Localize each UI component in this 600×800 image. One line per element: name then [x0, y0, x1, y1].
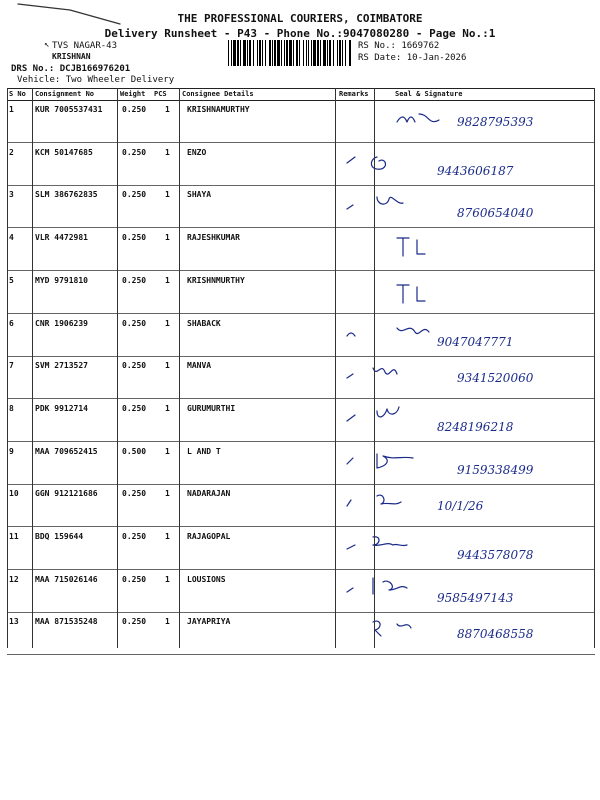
column-divider — [374, 88, 375, 648]
handwritten-phone-number: 8760654040 — [457, 206, 534, 221]
signature-stroke — [347, 407, 399, 421]
cell-pcs: 1 — [165, 233, 170, 243]
table-row — [7, 228, 595, 271]
cell-pcs: 1 — [165, 489, 170, 499]
header-weight: Weight — [120, 90, 146, 98]
signature-stroke — [397, 285, 425, 303]
cell-sno: 4 — [9, 233, 14, 243]
barcode-bar — [281, 40, 282, 66]
table-row — [7, 570, 595, 613]
barcode-bar — [237, 40, 239, 66]
handwritten-phone-number: 9443606187 — [437, 163, 514, 178]
barcode-bar — [253, 40, 254, 66]
cell-consignment-no: SVM 2713527 — [35, 361, 88, 371]
branch-name: TVS NAGAR-43 — [52, 41, 118, 51]
handwritten-signature — [337, 570, 595, 612]
barcode-bar — [323, 40, 326, 66]
barcode-bar — [269, 40, 271, 66]
barcode-bar — [320, 40, 321, 66]
cell-pcs: 1 — [165, 105, 170, 114]
header-seal: Seal & Signature — [395, 90, 463, 98]
handwritten-signature — [337, 442, 595, 484]
cell-consignee: GURUMURTHI — [187, 403, 236, 413]
barcode-bar — [277, 40, 280, 66]
handwritten-phone-number: 9159338499 — [457, 462, 534, 477]
cell-consignee: MANVA — [187, 361, 212, 371]
column-divider — [32, 88, 33, 648]
barcode-bar — [293, 40, 294, 66]
cell-pcs: 1 — [165, 574, 170, 584]
cell-sno: 6 — [9, 318, 14, 328]
cell-consignee: L AND T — [187, 446, 221, 456]
cell-pcs: 1 — [165, 446, 170, 456]
table-row — [7, 484, 595, 527]
handwritten-signature — [337, 271, 595, 313]
signature-stroke — [347, 328, 429, 336]
header-remarks: Remarks — [339, 90, 369, 98]
handwritten-phone-number: 9828795393 — [457, 115, 534, 129]
handwritten-signature — [337, 484, 595, 526]
header-sno: S No — [9, 90, 26, 98]
cell-consignment-no: SLM 386762835 — [35, 190, 98, 200]
cell-weight: 0.250 — [122, 489, 147, 499]
table-row — [7, 100, 595, 143]
barcode-bar — [308, 40, 309, 66]
drs-number: DRS No.: DCJB166976201 — [11, 64, 131, 74]
barcode-bar — [299, 40, 300, 66]
barcode-bar — [339, 40, 341, 66]
signature-stroke — [347, 578, 407, 594]
cell-pcs: 1 — [165, 275, 170, 285]
cell-consignee: SHAYA — [187, 190, 212, 200]
cell-pcs: 1 — [165, 617, 170, 627]
cell-sno: 7 — [9, 361, 14, 371]
barcode-bar — [286, 40, 288, 66]
barcode-bar — [333, 40, 334, 66]
cell-sno: 11 — [9, 532, 19, 541]
cell-consignee: RAJAGOPAL — [187, 532, 231, 541]
signature-stroke — [347, 537, 407, 549]
header-pcs: PCS — [154, 90, 167, 98]
cell-consignment-no: GGN 912121686 — [35, 489, 98, 499]
handwritten-phone-number: 10/1/26 — [437, 499, 484, 514]
cell-consignment-no: CNR 1906239 — [35, 318, 88, 328]
signature-stroke — [373, 621, 411, 636]
cell-weight: 0.250 — [122, 574, 147, 584]
handwritten-signature — [337, 399, 595, 441]
table-row — [7, 399, 595, 442]
cell-sno: 10 — [9, 489, 19, 499]
cell-pcs: 1 — [165, 532, 170, 541]
cell-consignee: SHABACK — [187, 318, 221, 328]
barcode-bar — [231, 40, 232, 66]
cell-pcs: 1 — [165, 403, 170, 413]
barcode-bar — [228, 40, 229, 66]
table-row — [7, 314, 595, 357]
signature-stroke — [397, 114, 439, 122]
vehicle-type: Vehicle: Two Wheeler Delivery — [17, 75, 175, 85]
cell-consignment-no: MAA 715026146 — [35, 574, 98, 584]
cell-pcs: 1 — [165, 361, 170, 371]
barcode-bar — [240, 40, 241, 66]
signature-stroke — [347, 197, 403, 209]
barcode-bar — [247, 40, 248, 66]
column-divider — [594, 88, 595, 648]
rs-date: RS Date: 10-Jan-2026 — [358, 53, 467, 63]
cell-weight: 0.250 — [122, 190, 147, 200]
signature-stroke — [397, 238, 425, 256]
barcode-bar — [296, 40, 298, 66]
barcode-bar — [327, 40, 328, 66]
cell-consignment-no: VLR 4472981 — [35, 233, 88, 243]
signature-stroke — [347, 157, 385, 169]
handwritten-phone-number: 9341520060 — [457, 371, 534, 386]
table-row — [7, 185, 595, 228]
barcode-bar — [337, 40, 338, 66]
column-divider — [179, 88, 180, 648]
table-row — [7, 143, 595, 186]
table-row — [7, 442, 595, 485]
column-divider — [7, 88, 8, 648]
cell-weight: 0.250 — [122, 275, 147, 285]
cell-weight: 0.250 — [122, 532, 147, 541]
handwritten-signature — [337, 314, 595, 356]
cell-consignee: RAJESHKUMAR — [187, 233, 240, 243]
cell-sno: 8 — [9, 403, 14, 413]
handwritten-signature — [337, 228, 595, 270]
cell-consignee: JAYAPRIYA — [187, 617, 231, 627]
barcode-bar — [233, 40, 236, 66]
cell-consignee: NADARAJAN — [187, 489, 231, 499]
handwritten-signature — [337, 527, 595, 569]
cell-sno: 3 — [9, 190, 14, 200]
barcode-bar — [265, 40, 266, 66]
barcode-bar — [329, 40, 331, 66]
header-consignee: Consignee Details — [182, 90, 254, 98]
table-row — [7, 527, 595, 570]
company-title: THE PROFESSIONAL COURIERS, COIMBATORE — [177, 12, 423, 25]
arrow-mark-icon: ↖ — [44, 40, 50, 50]
barcode-bar — [317, 40, 319, 66]
delivery-table — [7, 88, 595, 648]
cell-pcs: 1 — [165, 318, 170, 328]
cell-weight: 0.250 — [122, 105, 147, 114]
barcode-bar — [289, 40, 292, 66]
handwritten-signature — [337, 185, 595, 227]
barcode-bar — [303, 40, 304, 66]
cell-consignee: ENZO — [187, 147, 207, 157]
cell-weight: 0.250 — [122, 361, 147, 371]
handwritten-phone-number: 8870468558 — [457, 627, 534, 642]
barcode-bar — [272, 40, 273, 66]
handwritten-signature — [337, 100, 595, 142]
handwritten-signature — [337, 356, 595, 398]
rs-number: RS No.: 1669762 — [358, 41, 440, 51]
cell-pcs: 1 — [165, 147, 170, 157]
cell-weight: 0.250 — [122, 318, 147, 328]
handwritten-phone-number: 9585497143 — [437, 590, 514, 605]
cell-consignment-no: KUR 7005537431 — [35, 105, 103, 114]
signature-stroke — [347, 454, 413, 468]
cell-consignment-no: KCM 50147685 — [35, 147, 93, 157]
barcode-bar — [306, 40, 307, 66]
cell-consignment-no: MAA 709652415 — [35, 446, 98, 456]
cell-sno: 9 — [9, 446, 14, 456]
barcode-bar — [243, 40, 246, 66]
cell-weight: 0.250 — [122, 617, 147, 627]
barcode-bar — [274, 40, 276, 66]
delivery-person: KRISHNAN — [52, 52, 91, 61]
cell-sno: 12 — [9, 574, 19, 584]
table-row — [7, 612, 595, 655]
barcode-bar — [249, 40, 251, 66]
table-row — [7, 271, 595, 314]
barcode-bar — [259, 40, 261, 66]
cell-consignee: KRISHNMURTHY — [187, 275, 245, 285]
barcode-bar — [262, 40, 263, 66]
cell-weight: 0.250 — [122, 147, 147, 157]
column-divider — [117, 88, 118, 648]
signature-stroke — [347, 368, 397, 378]
barcode-bar — [342, 40, 343, 66]
barcode-bar — [311, 40, 312, 66]
header-consignment: Consignment No — [35, 90, 95, 98]
handwritten-signature — [337, 143, 595, 185]
barcode-bar — [257, 40, 258, 66]
column-divider — [335, 88, 336, 648]
cell-weight: 0.500 — [122, 446, 147, 456]
cell-weight: 0.250 — [122, 403, 147, 413]
barcode-bar — [349, 40, 351, 66]
barcode-bar — [313, 40, 316, 66]
cell-weight: 0.250 — [122, 233, 147, 243]
cell-consignment-no: BDQ 159644 — [35, 532, 84, 541]
cell-sno: 13 — [9, 617, 19, 627]
handwritten-phone-number: 9047047771 — [437, 334, 514, 349]
cell-sno: 2 — [9, 147, 14, 157]
cell-consignment-no: MAA 871535248 — [35, 617, 98, 627]
cell-sno: 1 — [9, 105, 14, 114]
barcode-bar — [284, 40, 285, 66]
runsheet-subtitle: Delivery Runsheet - P43 - Phone No.:9047080280 - Page No.:1 — [104, 27, 496, 40]
cell-consignee: LOUSIONS — [187, 574, 226, 584]
table-row — [7, 356, 595, 399]
cell-sno: 5 — [9, 275, 14, 285]
cell-consignment-no: MYD 9791810 — [35, 275, 88, 285]
cell-pcs: 1 — [165, 190, 170, 200]
cell-consignment-no: PDK 9912714 — [35, 403, 88, 413]
barcode-image — [228, 40, 354, 66]
handwritten-signature — [337, 612, 595, 654]
barcode-bar — [345, 40, 346, 66]
handwritten-phone-number: 9443578078 — [457, 548, 534, 562]
handwritten-phone-number: 8248196218 — [437, 419, 514, 434]
cell-consignee: KRISHNAMURTHY — [187, 105, 250, 114]
